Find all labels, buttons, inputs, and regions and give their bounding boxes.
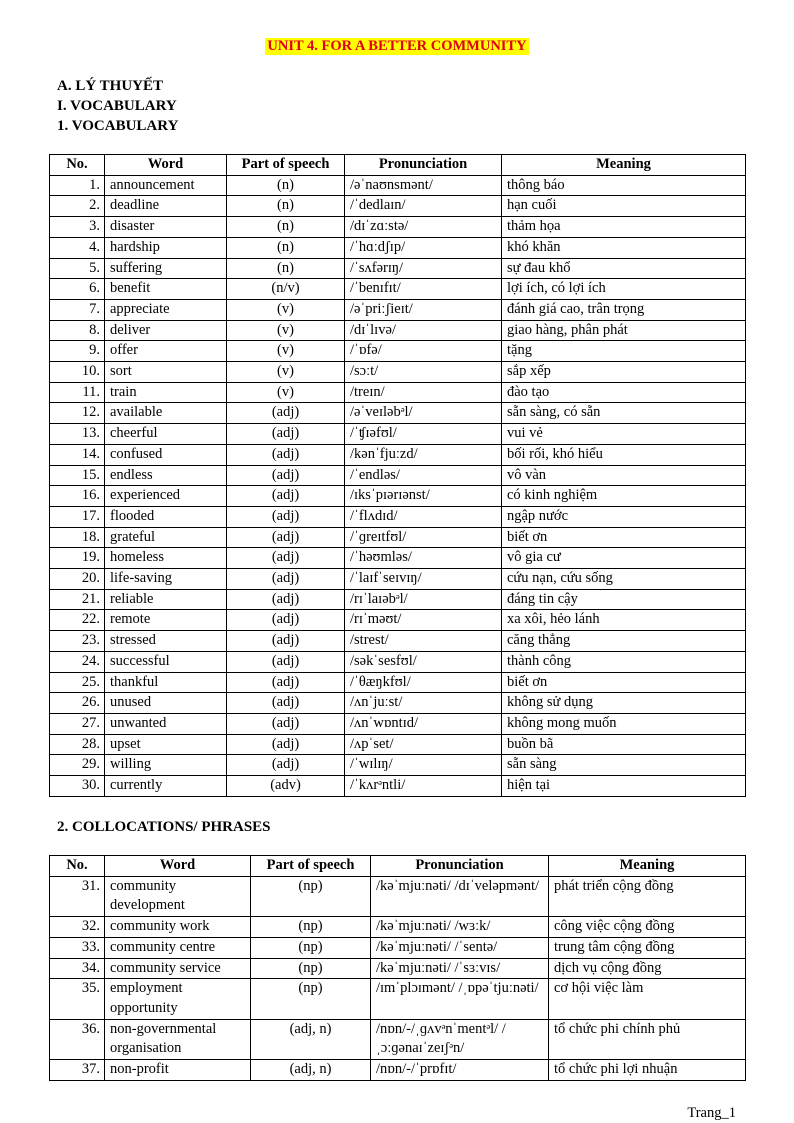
row-number: 2.: [50, 196, 105, 217]
header-meaning: Meaning: [502, 155, 746, 176]
table-row: [50, 610, 746, 631]
row-meaning: vô gia cư: [502, 548, 746, 569]
row-pronunciation: /ˈkʌrᵊntli/: [345, 776, 502, 797]
row-number: 16.: [50, 486, 105, 507]
row-number: 35.: [50, 979, 105, 1019]
section-a-heading: A. LÝ THUYẾT: [57, 78, 163, 94]
row-pronunciation: /ˈθæŋkfʊl/: [345, 672, 502, 693]
row-number: 28.: [50, 734, 105, 755]
row-part-of-speech: (adj): [227, 486, 345, 507]
row-meaning: vô vàn: [502, 465, 746, 486]
row-meaning: sắp xếp: [502, 362, 746, 383]
row-number: 32.: [50, 917, 105, 938]
row-meaning: thảm họa: [502, 217, 746, 238]
row-pronunciation: /sɔːt/: [345, 362, 502, 383]
row-word: grateful: [105, 527, 227, 548]
row-part-of-speech: (adj): [227, 610, 345, 631]
row-word: successful: [105, 651, 227, 672]
row-part-of-speech: (adj): [227, 569, 345, 590]
table-row: [50, 175, 746, 196]
row-meaning: phát triển cộng đồng: [549, 876, 746, 916]
table-row: [50, 341, 746, 362]
table-row: [50, 651, 746, 672]
row-pronunciation: /strest/: [345, 631, 502, 652]
table-row: [50, 1019, 746, 1059]
row-meaning: ngập nước: [502, 506, 746, 527]
row-part-of-speech: (n): [227, 237, 345, 258]
row-word: non-profit: [105, 1060, 251, 1081]
row-part-of-speech: (np): [251, 979, 371, 1019]
row-word: available: [105, 403, 227, 424]
row-number: 26.: [50, 693, 105, 714]
row-pronunciation: /əˈveɪləbᵊl/: [345, 403, 502, 424]
row-word: train: [105, 382, 227, 403]
row-number: 30.: [50, 776, 105, 797]
row-meaning: thông báo: [502, 175, 746, 196]
row-number: 18.: [50, 527, 105, 548]
row-meaning: tổ chức phi lợi nhuận: [549, 1060, 746, 1081]
row-pronunciation: /dɪˈlɪvə/: [345, 320, 502, 341]
table-row: [50, 279, 746, 300]
header-pos: Part of speech: [227, 155, 345, 176]
row-number: 15.: [50, 465, 105, 486]
row-word: reliable: [105, 589, 227, 610]
row-word: stressed: [105, 631, 227, 652]
row-word: non-governmental organisation: [105, 1019, 251, 1059]
row-pronunciation: /ˈɡreɪtfʊl/: [345, 527, 502, 548]
row-number: 11.: [50, 382, 105, 403]
row-pronunciation: /əˈpriːʃieɪt/: [345, 299, 502, 320]
row-part-of-speech: (v): [227, 341, 345, 362]
row-meaning: không mong muốn: [502, 713, 746, 734]
phrases-table: [49, 855, 746, 1081]
table-row: [50, 320, 746, 341]
row-word: announcement: [105, 175, 227, 196]
row-part-of-speech: (np): [251, 917, 371, 938]
table-row: [50, 506, 746, 527]
row-word: sort: [105, 362, 227, 383]
row-number: 3.: [50, 217, 105, 238]
row-part-of-speech: (n): [227, 175, 345, 196]
row-meaning: khó khăn: [502, 237, 746, 258]
row-number: 17.: [50, 506, 105, 527]
page-title: UNIT 4. FOR A BETTER COMMUNITY: [267, 38, 527, 54]
row-part-of-speech: (v): [227, 362, 345, 383]
row-part-of-speech: (n/v): [227, 279, 345, 300]
row-number: 27.: [50, 713, 105, 734]
table-row: [50, 979, 746, 1019]
row-pronunciation: /kəˈmjuːnəti/ /wɜːk/: [371, 917, 549, 938]
row-pronunciation: /ˈhəʊmləs/: [345, 548, 502, 569]
row-number: 34.: [50, 958, 105, 979]
row-part-of-speech: (adj): [227, 403, 345, 424]
header-no: No.: [50, 155, 105, 176]
header-pronunciation: Pronunciation: [371, 856, 549, 877]
table-row: [50, 382, 746, 403]
row-number: 22.: [50, 610, 105, 631]
row-word: community work: [105, 917, 251, 938]
row-word: unwanted: [105, 713, 227, 734]
row-word: suffering: [105, 258, 227, 279]
row-part-of-speech: (adv): [227, 776, 345, 797]
table-row: [50, 486, 746, 507]
row-pronunciation: /treɪn/: [345, 382, 502, 403]
row-word: community centre: [105, 937, 251, 958]
row-part-of-speech: (adj): [227, 589, 345, 610]
row-word: appreciate: [105, 299, 227, 320]
row-pronunciation: /ˈlaɪfˈseɪvɪŋ/: [345, 569, 502, 590]
row-number: 8.: [50, 320, 105, 341]
row-pronunciation: /dɪˈzɑːstə/: [345, 217, 502, 238]
row-meaning: giao hàng, phân phát: [502, 320, 746, 341]
row-number: 36.: [50, 1019, 105, 1059]
row-part-of-speech: (adj): [227, 693, 345, 714]
row-pronunciation: /nɒn/-/ˌɡʌvᵊnˈmentᵊl/ /ˌɔːɡənaɪˈzeɪʃᵊn/: [371, 1019, 549, 1059]
table-row: [50, 631, 746, 652]
table-row: [50, 403, 746, 424]
row-meaning: sự đau khổ: [502, 258, 746, 279]
row-word: thankful: [105, 672, 227, 693]
row-meaning: cơ hội việc làm: [549, 979, 746, 1019]
row-part-of-speech: (adj): [227, 527, 345, 548]
table-row: [50, 548, 746, 569]
row-pronunciation: /ˈhɑːdʃɪp/: [345, 237, 502, 258]
table-row: [50, 937, 746, 958]
row-part-of-speech: (v): [227, 299, 345, 320]
row-number: 25.: [50, 672, 105, 693]
row-word: hardship: [105, 237, 227, 258]
row-pronunciation: /rɪˈməʊt/: [345, 610, 502, 631]
row-meaning: sẵn sàng, có sẵn: [502, 403, 746, 424]
header-pronunciation: Pronunciation: [345, 155, 502, 176]
row-pronunciation: /əˈnaʊnsmənt/: [345, 175, 502, 196]
row-part-of-speech: (v): [227, 320, 345, 341]
row-word: confused: [105, 444, 227, 465]
row-meaning: căng thẳng: [502, 631, 746, 652]
row-part-of-speech: (adj): [227, 755, 345, 776]
row-number: 19.: [50, 548, 105, 569]
table-row: [50, 237, 746, 258]
vocabulary-table: [49, 154, 746, 797]
row-pronunciation: /ˈendləs/: [345, 465, 502, 486]
table-row: [50, 1060, 746, 1081]
row-part-of-speech: (n): [227, 217, 345, 238]
row-number: 29.: [50, 755, 105, 776]
row-meaning: không sử dụng: [502, 693, 746, 714]
row-part-of-speech: (adj): [227, 444, 345, 465]
row-pronunciation: /ɪksˈpɪərɪənst/: [345, 486, 502, 507]
row-part-of-speech: (adj): [227, 548, 345, 569]
row-pronunciation: /kəˈmjuːnəti/ /ˈsɜːvɪs/: [371, 958, 549, 979]
row-word: community development: [105, 876, 251, 916]
row-part-of-speech: (np): [251, 876, 371, 916]
table-row: [50, 196, 746, 217]
table-row: [50, 465, 746, 486]
row-number: 4.: [50, 237, 105, 258]
row-meaning: dịch vụ cộng đồng: [549, 958, 746, 979]
row-pronunciation: /ʌnˈjuːst/: [345, 693, 502, 714]
row-word: experienced: [105, 486, 227, 507]
row-pronunciation: /ˈwɪlɪŋ/: [345, 755, 502, 776]
header-word: Word: [105, 856, 251, 877]
row-word: benefit: [105, 279, 227, 300]
row-meaning: biết ơn: [502, 672, 746, 693]
row-part-of-speech: (adj): [227, 734, 345, 755]
table-row: [50, 693, 746, 714]
row-pronunciation: /ˈʧɪəfʊl/: [345, 424, 502, 445]
row-number: 24.: [50, 651, 105, 672]
row-number: 21.: [50, 589, 105, 610]
row-meaning: hạn cuối: [502, 196, 746, 217]
row-meaning: hiện tại: [502, 776, 746, 797]
row-number: 7.: [50, 299, 105, 320]
header-meaning: Meaning: [549, 856, 746, 877]
row-meaning: vui vẻ: [502, 424, 746, 445]
row-meaning: biết ơn: [502, 527, 746, 548]
row-word: endless: [105, 465, 227, 486]
row-word: unused: [105, 693, 227, 714]
row-word: cheerful: [105, 424, 227, 445]
row-meaning: lợi ích, có lợi ích: [502, 279, 746, 300]
table-row: [50, 776, 746, 797]
row-word: flooded: [105, 506, 227, 527]
table-row: [50, 734, 746, 755]
row-meaning: trung tâm cộng đồng: [549, 937, 746, 958]
row-number: 10.: [50, 362, 105, 383]
row-word: disaster: [105, 217, 227, 238]
row-pronunciation: /ˈsʌfərɪŋ/: [345, 258, 502, 279]
table-row: [50, 217, 746, 238]
row-pronunciation: /kəˈmjuːnəti/ /dɪˈveləpmənt/: [371, 876, 549, 916]
row-number: 14.: [50, 444, 105, 465]
table-row: [50, 299, 746, 320]
row-pronunciation: /ˈdedlaɪn/: [345, 196, 502, 217]
row-number: 12.: [50, 403, 105, 424]
table-row: [50, 958, 746, 979]
row-meaning: đào tạo: [502, 382, 746, 403]
row-pronunciation: /nɒn/-/ˈprɒfɪt/: [371, 1060, 549, 1081]
row-number: 33.: [50, 937, 105, 958]
row-meaning: tổ chức phi chính phủ: [549, 1019, 746, 1059]
header-pos: Part of speech: [251, 856, 371, 877]
row-meaning: xa xôi, hẻo lánh: [502, 610, 746, 631]
row-part-of-speech: (n): [227, 258, 345, 279]
row-meaning: thành công: [502, 651, 746, 672]
row-word: life-saving: [105, 569, 227, 590]
row-word: homeless: [105, 548, 227, 569]
row-pronunciation: /kəˈmjuːnəti/ /ˈsentə/: [371, 937, 549, 958]
row-meaning: đáng tin cậy: [502, 589, 746, 610]
row-number: 13.: [50, 424, 105, 445]
row-number: 5.: [50, 258, 105, 279]
row-pronunciation: /səkˈsesfʊl/: [345, 651, 502, 672]
row-meaning: công việc cộng đồng: [549, 917, 746, 938]
table-row: [50, 258, 746, 279]
row-meaning: đánh giá cao, trân trọng: [502, 299, 746, 320]
row-part-of-speech: (adj): [227, 672, 345, 693]
row-part-of-speech: (adj): [227, 713, 345, 734]
row-meaning: tặng: [502, 341, 746, 362]
row-word: employment opportunity: [105, 979, 251, 1019]
row-pronunciation: /ʌnˈwɒntɪd/: [345, 713, 502, 734]
table-row: [50, 362, 746, 383]
row-meaning: sẵn sàng: [502, 755, 746, 776]
row-meaning: bối rối, khó hiểu: [502, 444, 746, 465]
table-row: [50, 672, 746, 693]
row-part-of-speech: (adj): [227, 465, 345, 486]
row-part-of-speech: (n): [227, 196, 345, 217]
row-word: deliver: [105, 320, 227, 341]
table-row: [50, 569, 746, 590]
row-number: 31.: [50, 876, 105, 916]
page-number: Trang_1: [687, 1105, 736, 1121]
row-meaning: buồn bã: [502, 734, 746, 755]
row-part-of-speech: (adj): [227, 506, 345, 527]
row-pronunciation: /rɪˈlaɪəbᵊl/: [345, 589, 502, 610]
row-part-of-speech: (v): [227, 382, 345, 403]
row-part-of-speech: (adj, n): [251, 1060, 371, 1081]
row-part-of-speech: (adj): [227, 631, 345, 652]
row-meaning: cứu nạn, cứu sống: [502, 569, 746, 590]
row-word: upset: [105, 734, 227, 755]
row-pronunciation: /ˈbenɪfɪt/: [345, 279, 502, 300]
row-part-of-speech: (adj, n): [251, 1019, 371, 1059]
table-row: [50, 589, 746, 610]
table-row: [50, 527, 746, 548]
row-number: 1.: [50, 175, 105, 196]
row-pronunciation: /kənˈfjuːzd/: [345, 444, 502, 465]
section-2-heading: 2. COLLOCATIONS/ PHRASES: [57, 819, 271, 835]
row-word: deadline: [105, 196, 227, 217]
header-no: No.: [50, 856, 105, 877]
row-meaning: có kinh nghiệm: [502, 486, 746, 507]
row-word: community service: [105, 958, 251, 979]
row-pronunciation: /ɪmˈplɔɪmənt/ /ˌɒpəˈtjuːnəti/: [371, 979, 549, 1019]
table-row: [50, 876, 746, 916]
row-pronunciation: /ʌpˈset/: [345, 734, 502, 755]
row-number: 37.: [50, 1060, 105, 1081]
table-row: [50, 444, 746, 465]
row-number: 23.: [50, 631, 105, 652]
row-word: offer: [105, 341, 227, 362]
section-1-heading: 1. VOCABULARY: [57, 118, 179, 134]
table-row: [50, 713, 746, 734]
header-word: Word: [105, 155, 227, 176]
row-pronunciation: /ˈɒfə/: [345, 341, 502, 362]
row-number: 20.: [50, 569, 105, 590]
table-row: [50, 917, 746, 938]
row-part-of-speech: (adj): [227, 651, 345, 672]
row-part-of-speech: (np): [251, 937, 371, 958]
row-part-of-speech: (adj): [227, 424, 345, 445]
table-row: [50, 755, 746, 776]
row-number: 9.: [50, 341, 105, 362]
row-word: remote: [105, 610, 227, 631]
row-word: currently: [105, 776, 227, 797]
row-word: willing: [105, 755, 227, 776]
table-row: [50, 424, 746, 445]
section-i-heading: I. VOCABULARY: [57, 98, 177, 114]
row-number: 6.: [50, 279, 105, 300]
row-pronunciation: /ˈflʌdɪd/: [345, 506, 502, 527]
row-part-of-speech: (np): [251, 958, 371, 979]
